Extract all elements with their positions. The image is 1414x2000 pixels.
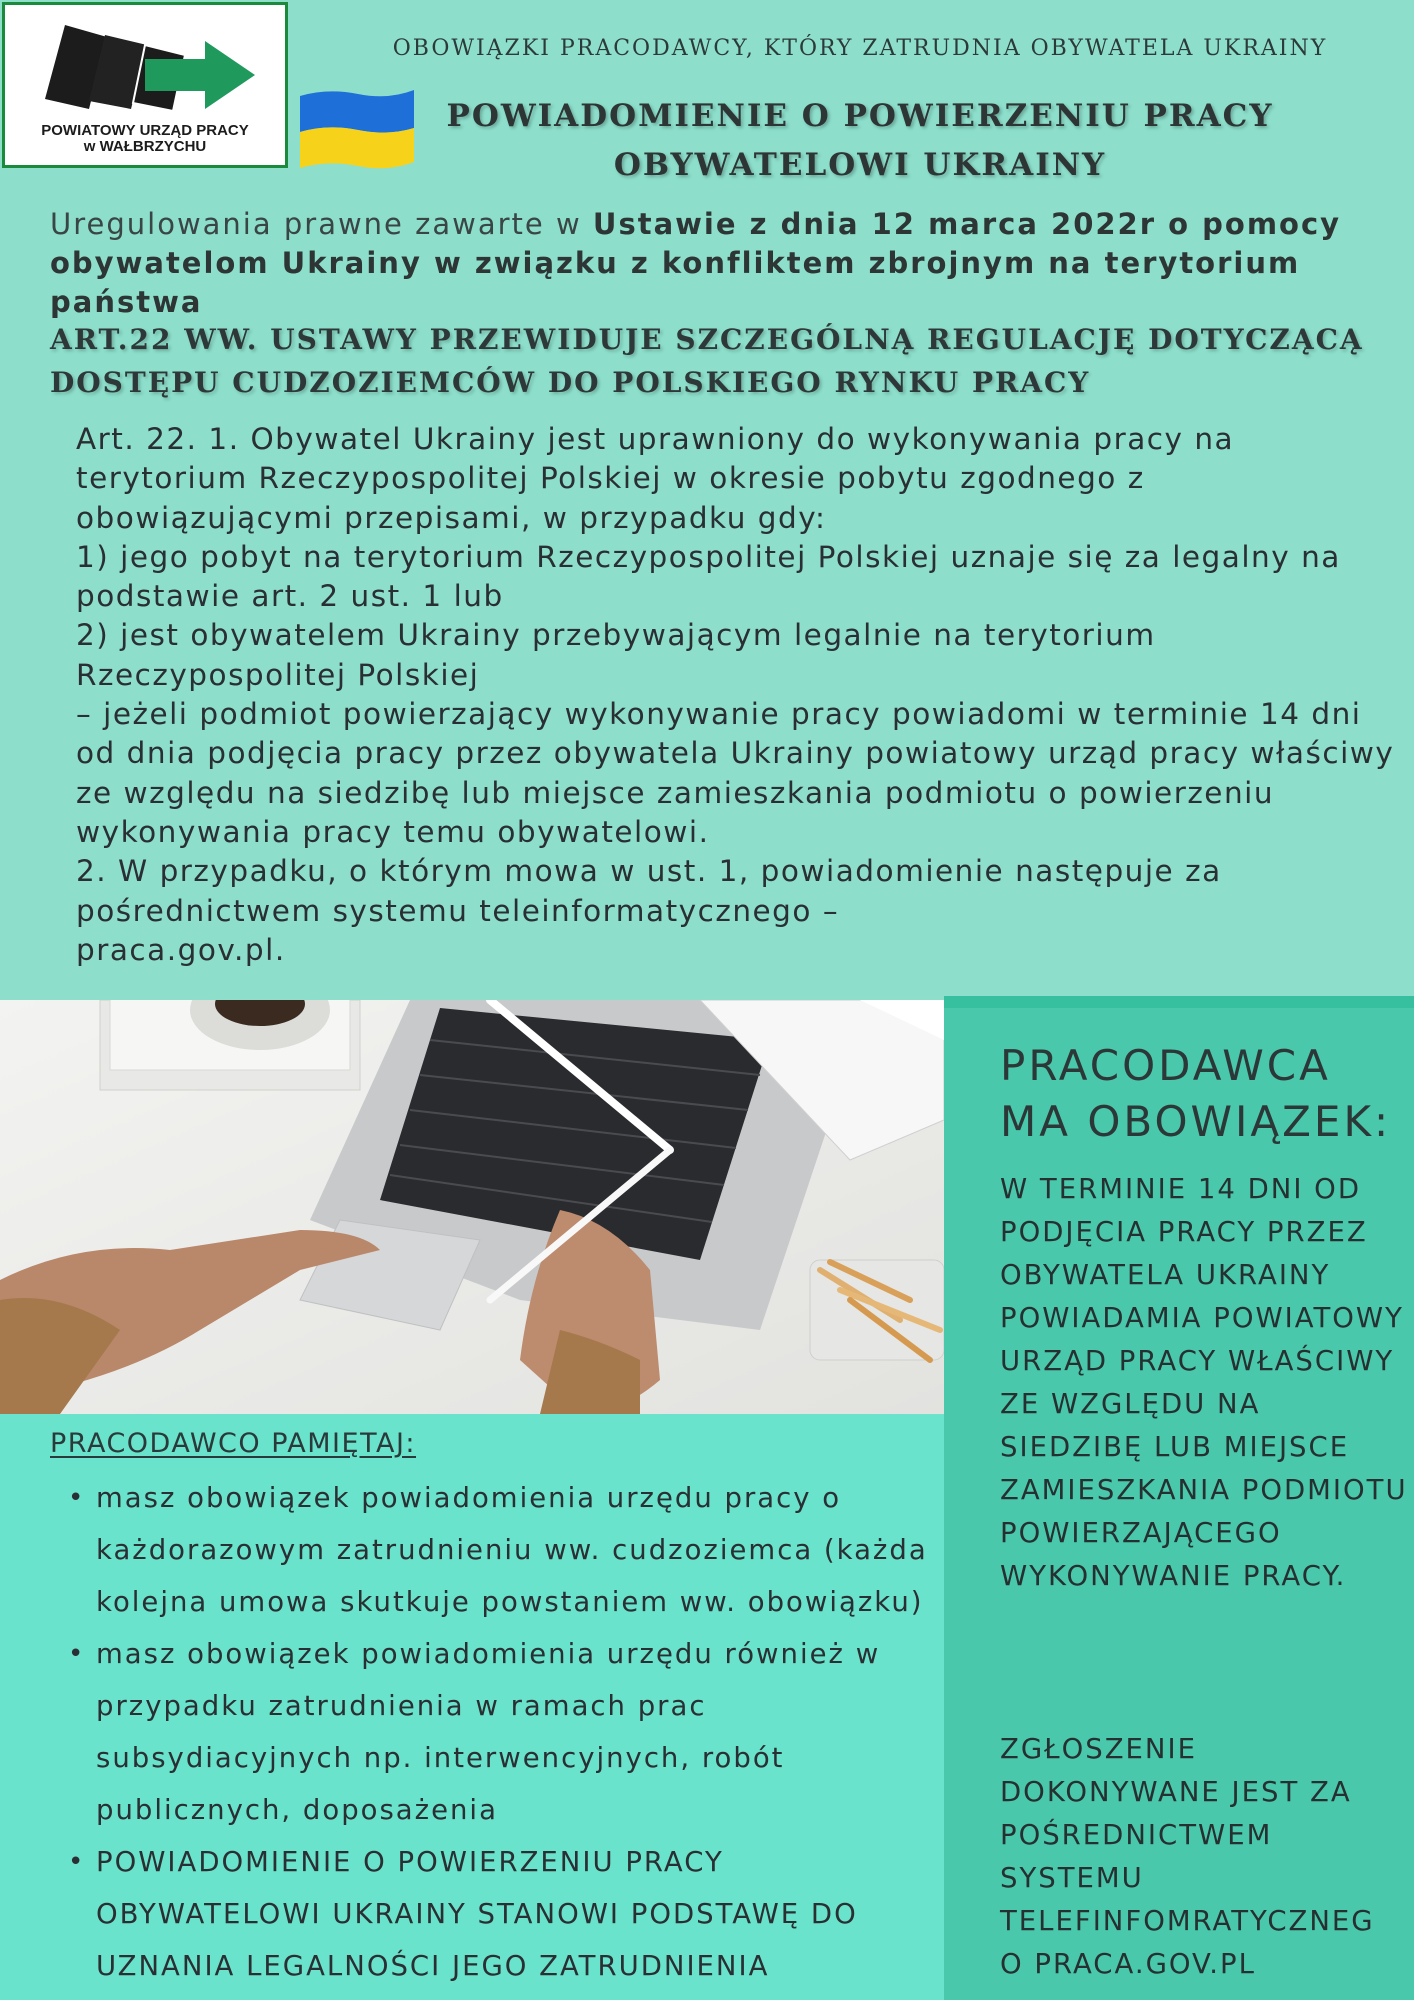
article-text — [76, 420, 1396, 970]
main-title — [420, 92, 1300, 190]
article-paragraph: praca.gov.pl. — [76, 932, 286, 967]
article-heading-line1: ART.22 WW. USTAWY PRZEWIDUJE SZCZEGÓLNĄ REGULACJĘ DOTYCZĄCĄ — [50, 323, 1364, 356]
laptop-hands-photo — [0, 1000, 944, 1414]
article-paragraph: Art. 22. 1. Obywatel Ukrainy jest uprawniony do wykonywania pracy na terytorium Rzeczypospolitej Polskiej w okresie pobytu zgodnego z obowiązującymi przepisami, w przypadku gdy: — [76, 422, 1235, 535]
ukraine-flag-icon — [298, 88, 418, 170]
article-paragraph: 2) jest obywatelem Ukrainy przebywającym legalnie na terytorium Rzeczypospolitej Polskiej — [76, 618, 1156, 692]
submission-line: DOKONYWANE JEST ZA — [1000, 1776, 1352, 1808]
remember-item: • masz obowiązek powiadomienia urzędu pracy o każdorazowym zatrudnieniu ww. cudzoziemca (każda kolejna umowa skutkuje powstaniem ww. obowiązku) — [96, 1472, 936, 1628]
employer-duty-heading — [1000, 1038, 1410, 1150]
article-paragraph: 1) jego pobyt na terytorium Rzeczypospolitej Polskiej uznaje się za legalny na podstawie art. 2 ust. 1 lub — [76, 539, 1341, 614]
article-paragraph: 2. W przypadku, o którym mowa w ust. 1, powiadomienie następuje za pośrednictwem systemu teleinformatycznego – — [76, 854, 1222, 928]
submission-line: O PRACA.GOV.PL — [1000, 1948, 1256, 1980]
submission-line: SYSTEMU — [1000, 1862, 1144, 1894]
submission-info — [1000, 1728, 1410, 1986]
logo-text — [5, 123, 285, 155]
header-top-line: OBOWIĄZKI PRACODAWCY, KTÓRY ZATRUDNIA OBYWATELA UKRAINY — [392, 36, 1328, 61]
remember-heading: PRACODAWCO PAMIĘTAJ: — [50, 1428, 417, 1459]
law-intro-act: Ustawie z dnia 12 marca 2022r o pomocy obywatelom Ukrainy w związku z konfliktem zbrojnym na terytorium państwa — [50, 207, 1342, 319]
remember-item: • masz obowiązek powiadomienia urzędu również w przypadku zatrudnienia w ramach prac subsydiacyjnych np. interwencyjnych, robót publicznych, doposażenia — [96, 1628, 936, 1836]
logo-cards-arrow-icon — [35, 19, 265, 119]
employer-duty-heading-line2: MA OBOWIĄZEK: — [1000, 1097, 1392, 1146]
remember-list — [96, 1472, 936, 1992]
employer-duty-text: W TERMINIE 14 DNI OD PODJĘCIA PRACY PRZEZ OBYWATELA UKRAINY POWIADAMIA POWIATOWY URZĄD PRACY WŁAŚCIWY ZE WZGLĘDU NA SIEDZIBĘ LUB MIEJSCE ZAMIESZKANIA PODMIOTU POWIERZAJĄCEGO WYKONYWANIE PRACY. — [1000, 1173, 1408, 1592]
remember-item: • POWIADOMIENIE O POWIERZENIU PRACY OBYWATELOWI UKRAINY STANOWI PODSTAWĘ DO UZNANIA LEGALNOŚCI JEGO ZATRUDNIENIA — [96, 1836, 936, 1992]
submission-line: TELEFINFOMRATYCZNEG — [1000, 1905, 1375, 1937]
article-paragraph: – jeżeli podmiot powierzający wykonywanie pracy powiadomi w terminie 14 dni od dnia podjęcia pracy przez obywatela Ukrainy powiatowy urząd pracy właściwy ze względu na siedzibę lub miejsce zamieszkania podmiotu o powierzeniu wykonywania pracy temu obywatelowi. — [76, 697, 1395, 849]
main-title-line1: POWIADOMIENIE O POWIERZENIU PRACY — [446, 98, 1274, 134]
logo-line1: POWIATOWY URZĄD PRACY — [41, 122, 249, 139]
law-intro — [50, 205, 1390, 322]
submission-line: ZGŁOSZENIE — [1000, 1733, 1197, 1765]
logo-line2: w WAŁBRZYCHU — [83, 138, 207, 155]
pup-logo — [2, 2, 288, 168]
employer-remember-section — [0, 1414, 944, 2000]
submission-line: POŚREDNICTWEM — [1000, 1819, 1273, 1851]
article-heading-line2: DOSTĘPU CUDZOZIEMCÓW DO POLSKIEGO RYNKU PRACY — [50, 366, 1091, 399]
article-heading — [50, 318, 1390, 404]
law-intro-lead: Uregulowania prawne zawarte w — [50, 207, 593, 241]
employer-duty-heading-line1: PRACODAWCA — [1000, 1041, 1331, 1090]
employer-duty-panel — [944, 996, 1414, 2000]
main-title-line2: OBYWATELOWI UKRAINY — [613, 147, 1107, 183]
